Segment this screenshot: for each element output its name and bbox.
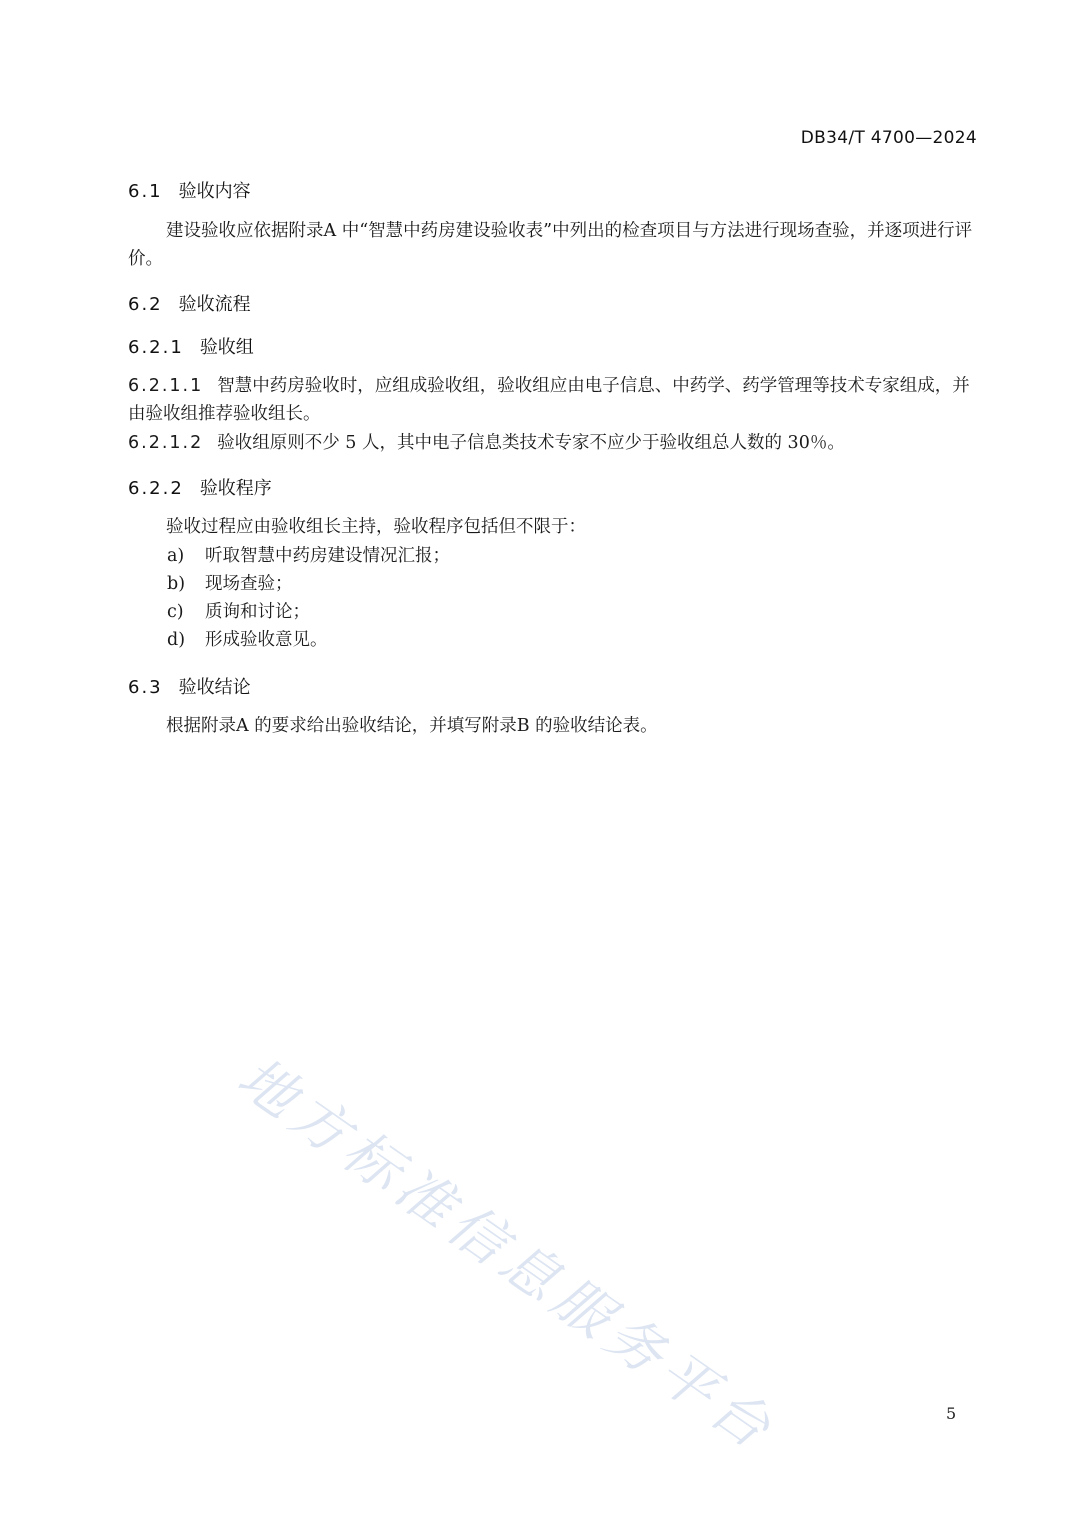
list-item [167, 598, 310, 626]
list-item [167, 542, 450, 570]
section-title: 验收程序 [199, 478, 272, 499]
clause-6-2-1-1 [128, 372, 978, 428]
page-number: 5 [946, 1404, 957, 1423]
list-text: 形成验收意见。 [205, 630, 328, 650]
section-6-2-2-intro: 验收过程应由验收组长主持，验收程序包括但不限于： [166, 517, 586, 537]
list-item [167, 570, 293, 598]
clause-number: 6.2.1.1 [128, 376, 204, 396]
section-heading-6-1 [128, 177, 251, 203]
section-heading-6-3 [128, 673, 251, 699]
watermark: 地方标准信息服务平台 [225, 1044, 788, 1466]
clause-text: 验收组原则不少 5 人，其中电子信息类技术专家不应少于验收组总人数的 30％。 [217, 433, 845, 453]
clause-6-2-1-2 [128, 429, 978, 457]
section-title: 验收组 [199, 337, 254, 358]
section-number: 6.3 [128, 677, 163, 698]
section-title: 验收结论 [178, 677, 251, 698]
section-heading-6-2 [128, 290, 251, 316]
section-number: 6.2.1 [128, 337, 184, 358]
list-text: 质询和讨论； [205, 602, 310, 622]
clause-text: 智慧中药房验收时，应组成验收组，验收组应由电子信息、中药学、药学管理等技术专家组成，并由验收组推荐验收组长。 [128, 376, 970, 424]
section-heading-6-2-2 [128, 474, 272, 500]
list-marker: a) [167, 546, 185, 566]
list-text: 听取智慧中药房建设情况汇报； [205, 546, 450, 566]
section-number: 6.2.2 [128, 478, 184, 499]
list-marker: d) [167, 630, 186, 650]
list-item [167, 626, 328, 654]
list-marker: b) [167, 574, 186, 594]
section-number: 6.1 [128, 181, 163, 202]
section-title: 验收流程 [178, 294, 251, 315]
section-heading-6-2-1 [128, 333, 254, 359]
clause-number: 6.2.1.2 [128, 433, 204, 453]
list-text: 现场查验； [205, 574, 293, 594]
document-code: DB34/T 4700—2024 [800, 128, 977, 148]
section-title: 验收内容 [178, 181, 251, 202]
section-number: 6.2 [128, 294, 163, 315]
section-6-3-body: 根据附录A 的要求给出验收结论，并填写附录B 的验收结论表。 [166, 716, 658, 736]
list-marker: c) [167, 602, 184, 622]
section-6-1-body: 建设验收应依据附录A 中“智慧中药房建设验收表”中列出的检查项目与方法进行现场查验，并逐项进行评价。 [128, 221, 973, 269]
